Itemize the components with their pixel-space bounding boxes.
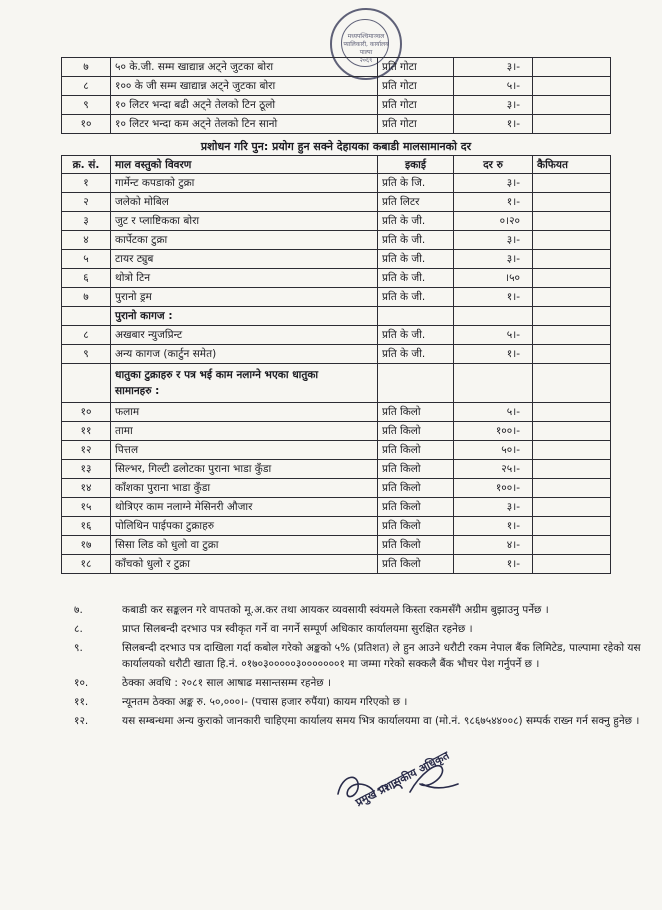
row-unit: प्रति किलो bbox=[378, 403, 454, 422]
row-unit: प्रति किलो bbox=[378, 498, 454, 517]
row-sn: ६ bbox=[62, 269, 111, 288]
subheading-old-paper: पुरानो कागज : bbox=[111, 307, 378, 326]
row-item: अखबार न्युजप्रिन्ट bbox=[111, 326, 378, 345]
table-row bbox=[62, 77, 611, 96]
row-remarks bbox=[533, 364, 611, 403]
row-unit: प्रति के जी. bbox=[378, 212, 454, 231]
row-rate bbox=[454, 307, 533, 326]
table-row bbox=[62, 441, 611, 460]
row-rate: १।- bbox=[454, 193, 533, 212]
row-remarks bbox=[533, 193, 611, 212]
header-unit: इकाई bbox=[378, 156, 454, 174]
row-rate: १।- bbox=[454, 288, 533, 307]
row-rate: १।- bbox=[454, 555, 533, 574]
table-row bbox=[62, 231, 611, 250]
row-sn: १८ bbox=[62, 555, 111, 574]
row-unit: प्रति किलो bbox=[378, 479, 454, 498]
term-text: प्राप्त सिलबन्दी दरभाउ पत्र स्वीकृत गर्ने वा नगर्ने सम्पूर्ण अधिकार कार्यालयमा सुरक्षित रहनेछ । bbox=[122, 623, 473, 635]
row-unit: प्रति गोटा bbox=[378, 115, 454, 134]
row-rate: ०।२० bbox=[454, 212, 533, 231]
row-item: पोलिथिन पाईपका टुक्राहरु bbox=[111, 517, 378, 536]
table-row bbox=[62, 212, 611, 231]
row-remarks bbox=[533, 307, 611, 326]
table-row bbox=[62, 460, 611, 479]
row-item: काँचको धुलो र टुक्रा bbox=[111, 555, 378, 574]
row-sn bbox=[62, 364, 111, 403]
term-text: न्यूनतम ठेक्का अङ्क रु. ५०,०००।- (पचास हजार रुपैंया) कायम गरिएको छ । bbox=[122, 696, 408, 708]
header-remarks: कैफियत bbox=[533, 156, 611, 174]
seal-text-1: मध्यपश्चिमाञ्चल bbox=[347, 33, 385, 40]
row-sn: १० bbox=[62, 403, 111, 422]
row-unit: प्रति गोटा bbox=[378, 77, 454, 96]
row-remarks bbox=[533, 460, 611, 479]
row-unit: प्रति किलो bbox=[378, 460, 454, 479]
row-item: सिल्भर, गिल्टी ढलोटका पुराना भाडा कुँडा bbox=[111, 460, 378, 479]
row-item: फलाम bbox=[111, 403, 378, 422]
row-rate: ३।- bbox=[454, 58, 533, 77]
row-sn: ९ bbox=[62, 345, 111, 364]
table-row bbox=[62, 403, 611, 422]
row-unit: प्रति के जी. bbox=[378, 288, 454, 307]
row-sn: ४ bbox=[62, 231, 111, 250]
table-row bbox=[62, 115, 611, 134]
row-item: १० लिटर भन्दा कम अट्ने तेलको टिन सानो bbox=[111, 115, 378, 134]
row-remarks bbox=[533, 96, 611, 115]
row-item: सिसा लिड को धुलो वा टुक्रा bbox=[111, 536, 378, 555]
term-number: ७. bbox=[74, 604, 83, 616]
row-sn: ९ bbox=[62, 96, 111, 115]
row-remarks bbox=[533, 58, 611, 77]
row-sn: १३ bbox=[62, 460, 111, 479]
table-row bbox=[62, 345, 611, 364]
row-rate: ४।- bbox=[454, 536, 533, 555]
header-rate: दर रु bbox=[454, 156, 533, 174]
row-rate: ५०।- bbox=[454, 441, 533, 460]
row-item: जलेको मोबिल bbox=[111, 193, 378, 212]
term-text: कबाडी कर सङ्कलन गरे वापतको मू.अ.कर तथा आयकर व्यवसायी स्वंयमले किस्ता रकमसँगै अग्रीम बुझाउनु पर्नेछ । bbox=[122, 604, 549, 616]
row-unit: प्रति के जी. bbox=[378, 345, 454, 364]
row-unit: प्रति के जी. bbox=[378, 269, 454, 288]
row-rate bbox=[454, 364, 533, 403]
row-rate: २५।- bbox=[454, 460, 533, 479]
row-item: १०० के जी सम्म खाद्यान्न अट्ने जुटका बोरा bbox=[111, 77, 378, 96]
table-row bbox=[62, 498, 611, 517]
row-rate: ३।- bbox=[454, 96, 533, 115]
row-unit: प्रति के जी. bbox=[378, 326, 454, 345]
row-unit: प्रति गोटा bbox=[378, 58, 454, 77]
list-item bbox=[74, 675, 644, 691]
row-rate: १।- bbox=[454, 517, 533, 536]
row-unit: प्रति किलो bbox=[378, 517, 454, 536]
table-subheading-row bbox=[62, 364, 611, 403]
subheading-metal-line-2: सामानहरु : bbox=[115, 385, 160, 397]
row-remarks bbox=[533, 422, 611, 441]
row-sn: ७ bbox=[62, 288, 111, 307]
row-item: तामा bbox=[111, 422, 378, 441]
table-row bbox=[62, 174, 611, 193]
table-row bbox=[62, 536, 611, 555]
subheading-metal-items bbox=[111, 364, 378, 403]
row-sn: ५ bbox=[62, 250, 111, 269]
row-unit: प्रति किलो bbox=[378, 536, 454, 555]
term-number: १२. bbox=[74, 715, 89, 727]
row-rate: १।- bbox=[454, 345, 533, 364]
row-sn: १६ bbox=[62, 517, 111, 536]
row-unit bbox=[378, 307, 454, 326]
row-sn: ७ bbox=[62, 58, 111, 77]
row-rate: १००।- bbox=[454, 479, 533, 498]
term-number: ९. bbox=[74, 642, 83, 654]
header-sn: क्र. सं. bbox=[62, 156, 111, 174]
row-unit: प्रति के जी. bbox=[378, 231, 454, 250]
row-rate: ५।- bbox=[454, 403, 533, 422]
table-subheading-row bbox=[62, 307, 611, 326]
list-item bbox=[74, 621, 644, 637]
term-text: ठेक्का अवधि : २०८१ साल आषाढ मसान्तसम्म रहनेछ । bbox=[122, 677, 331, 689]
term-number: ११. bbox=[74, 696, 89, 708]
row-remarks bbox=[533, 115, 611, 134]
table-row bbox=[62, 422, 611, 441]
table-row bbox=[62, 479, 611, 498]
row-rate: ३।- bbox=[454, 498, 533, 517]
row-rate: १००।- bbox=[454, 422, 533, 441]
row-remarks bbox=[533, 326, 611, 345]
row-sn: ११ bbox=[62, 422, 111, 441]
row-unit: प्रति किलो bbox=[378, 555, 454, 574]
row-remarks bbox=[533, 555, 611, 574]
row-sn bbox=[62, 307, 111, 326]
row-sn: २ bbox=[62, 193, 111, 212]
row-item: टायर ट्युब bbox=[111, 250, 378, 269]
scrap-rate-table bbox=[61, 155, 611, 574]
row-remarks bbox=[533, 212, 611, 231]
term-text: यस सम्बन्धमा अन्य कुराको जानकारी चाहिएमा कार्यालय समय भित्र कार्यालयमा वा (मो.नं. ९८६७५४४००८) सम्पर्क राख्न गर्न सक्नु हुनेछ । bbox=[122, 715, 640, 727]
seal-text-2: प्यालिकारी, कार्यालय bbox=[343, 41, 389, 48]
row-remarks bbox=[533, 536, 611, 555]
row-unit: प्रति किलो bbox=[378, 422, 454, 441]
row-rate: ५।- bbox=[454, 77, 533, 96]
row-sn: ८ bbox=[62, 326, 111, 345]
row-item: १० लिटर भन्दा बढी अट्ने तेलको टिन ठूलो bbox=[111, 96, 378, 115]
row-item: जुट र प्लाष्टिकका बोरा bbox=[111, 212, 378, 231]
signatory-title: प्रमुख प्रशासकीय अधिकृत bbox=[353, 748, 452, 810]
row-sn: १४ bbox=[62, 479, 111, 498]
row-remarks bbox=[533, 345, 611, 364]
row-item: ५० के.जी. सम्म खाद्यान्न अट्ने जुटका बोरा bbox=[111, 58, 378, 77]
term-number: १०. bbox=[74, 677, 89, 689]
row-rate: ३।- bbox=[454, 250, 533, 269]
row-remarks bbox=[533, 269, 611, 288]
row-sn: १ bbox=[62, 174, 111, 193]
table-row bbox=[62, 96, 611, 115]
row-item: थोत्रो टिन bbox=[111, 269, 378, 288]
row-unit bbox=[378, 364, 454, 403]
row-item: थोत्रिएर काम नलाग्ने मेसिनरी औजार bbox=[111, 498, 378, 517]
row-sn: १५ bbox=[62, 498, 111, 517]
row-rate: ।५० bbox=[454, 269, 533, 288]
row-rate: ३।- bbox=[454, 174, 533, 193]
terms-list bbox=[74, 602, 644, 732]
term-text: सिलबन्दी दरभाउ पत्र दाखिला गर्दा कबोल गरेको अङ्कको ५% (प्रतिशत) ले हुन आउने धरौटी रकम नेपाल बैंक लिमिटेड, पाल्पामा रहेको यस कार्यालयको धरौटी खाता हि.नं. ०१७०३०००००३०००००००१ मा जम्मा गरेको सक्कलै बैंक भौचर पेश गर्नुपर्ने छ । bbox=[122, 642, 641, 670]
seal-text-3: पाल्पा bbox=[359, 49, 373, 56]
table-row bbox=[62, 269, 611, 288]
top-rate-table bbox=[61, 57, 611, 134]
row-remarks bbox=[533, 77, 611, 96]
row-unit: प्रति के जि. bbox=[378, 174, 454, 193]
list-item bbox=[74, 694, 644, 710]
row-remarks bbox=[533, 403, 611, 422]
row-unit: प्रति लिटर bbox=[378, 193, 454, 212]
row-remarks bbox=[533, 174, 611, 193]
table-row bbox=[62, 288, 611, 307]
row-item: पित्तल bbox=[111, 441, 378, 460]
row-rate: ३।- bbox=[454, 231, 533, 250]
list-item bbox=[74, 713, 644, 729]
row-remarks bbox=[533, 250, 611, 269]
row-remarks bbox=[533, 441, 611, 460]
list-item bbox=[74, 602, 644, 618]
table-row bbox=[62, 517, 611, 536]
row-remarks bbox=[533, 288, 611, 307]
table-row bbox=[62, 193, 611, 212]
row-remarks bbox=[533, 231, 611, 250]
row-sn: १७ bbox=[62, 536, 111, 555]
row-unit: प्रति के जी. bbox=[378, 250, 454, 269]
row-unit: प्रति किलो bbox=[378, 441, 454, 460]
row-unit: प्रति गोटा bbox=[378, 96, 454, 115]
row-rate: १।- bbox=[454, 115, 533, 134]
table-row bbox=[62, 555, 611, 574]
row-sn: १२ bbox=[62, 441, 111, 460]
table-header-row bbox=[62, 156, 611, 174]
subheading-metal-line-1: धातुका टुक्राहरु र पत्र भई काम नलाग्ने भएका धातुका bbox=[115, 369, 319, 381]
row-remarks bbox=[533, 479, 611, 498]
seal-text-4: २०६९ bbox=[359, 57, 373, 64]
table-row bbox=[62, 58, 611, 77]
row-item: काँशका पुराना भाडा कुँडा bbox=[111, 479, 378, 498]
list-item bbox=[74, 640, 644, 672]
row-remarks bbox=[533, 517, 611, 536]
table-row bbox=[62, 326, 611, 345]
section-title: प्रशोधन गरि पुन: प्रयोग हुन सक्ने देहायका कबाडी मालसामानको दर bbox=[200, 140, 472, 153]
header-item: माल वस्तुको विवरण bbox=[111, 156, 378, 174]
row-sn: ३ bbox=[62, 212, 111, 231]
row-rate: ५।- bbox=[454, 326, 533, 345]
row-item: अन्य कागज (कार्टुन समेत) bbox=[111, 345, 378, 364]
row-remarks bbox=[533, 498, 611, 517]
row-item: गार्मेन्ट कपडाको टुक्रा bbox=[111, 174, 378, 193]
table-row bbox=[62, 250, 611, 269]
row-item: कार्पेटका टुक्रा bbox=[111, 231, 378, 250]
row-sn: १० bbox=[62, 115, 111, 134]
row-item: पुरानो ड्रम bbox=[111, 288, 378, 307]
term-number: ८. bbox=[74, 623, 83, 635]
row-sn: ८ bbox=[62, 77, 111, 96]
